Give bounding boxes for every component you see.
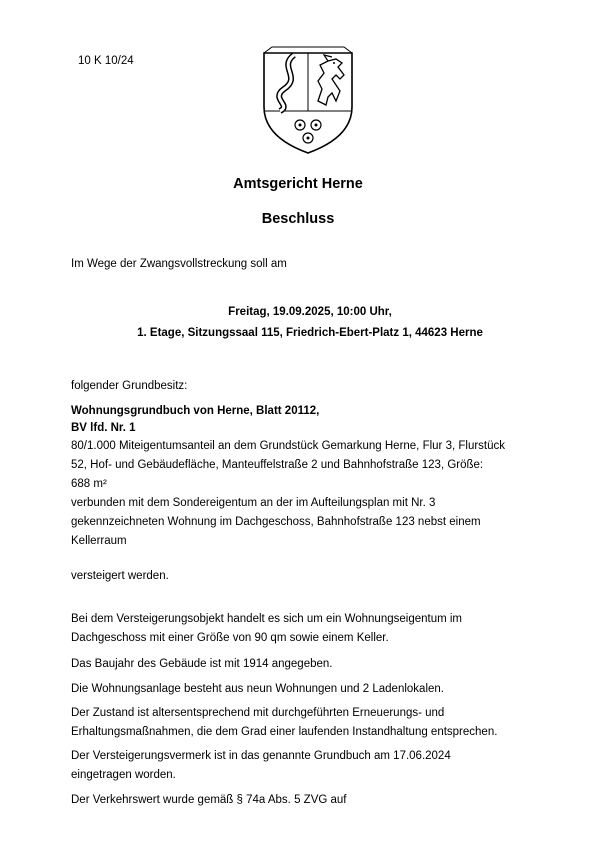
- document-title: Beschluss: [261, 211, 335, 227]
- detail-line: Dachgeschoss mit einer Größe von 90 qm sowie einem Keller.: [71, 632, 389, 644]
- detail-line: Der Zustand ist altersentsprechend mit durchgeführten Erneuerungs- und: [71, 707, 445, 719]
- detail-line: Das Baujahr des Gebäude ist mit 1914 angegeben.: [71, 658, 333, 670]
- file-number: 10 K 10/24: [78, 55, 134, 67]
- appointment-date: Freitag, 19.09.2025, 10:00 Uhr,: [228, 306, 392, 318]
- property-line: 80/1.000 Miteigentumsanteil an dem Grundstück Gemarkung Herne, Flur 3, Flurstück: [71, 440, 506, 452]
- detail-line: eingetragen worden.: [71, 769, 176, 781]
- detail-line: Bei dem Versteigerungsobjekt handelt es sich um ein Wohnungseigentum im: [71, 613, 463, 625]
- property-bv: BV lfd. Nr. 1: [71, 422, 136, 434]
- property-line: verbunden mit dem Sondereigentum an der im Aufteilungsplan mit Nr. 3: [71, 497, 436, 509]
- intro-text: Im Wege der Zwangsvollstreckung soll am: [71, 258, 287, 270]
- detail-paragraph: [71, 610, 551, 648]
- detail-paragraph: [71, 791, 551, 810]
- property-description: [71, 437, 551, 551]
- detail-paragraph: [71, 704, 551, 742]
- court-name: Amtsgericht Herne: [233, 176, 363, 192]
- detail-paragraph: [71, 680, 551, 699]
- property-closing: versteigert werden.: [71, 570, 169, 582]
- detail-line: Die Wohnungsanlage besteht aus neun Wohnungen und 2 Ladenlokalen.: [71, 683, 444, 695]
- detail-line: Der Versteigerungsvermerk ist in das genannte Grundbuch am 17.06.2024: [71, 750, 451, 762]
- property-line: gekennzeichneten Wohnung im Dachgeschoss, Bahnhofstraße 123 nebst einem: [71, 516, 481, 528]
- property-lead: folgender Grundbesitz:: [71, 380, 188, 392]
- detail-paragraph: [71, 655, 551, 674]
- property-register: Wohnungsgrundbuch von Herne, Blatt 20112,: [71, 405, 320, 417]
- detail-line: Erhaltungsmaßnahmen, die dem Grad einer laufenden Instandhaltung entsprechen.: [71, 726, 498, 738]
- detail-paragraph: [71, 747, 551, 785]
- property-line: 52, Hof- und Gebäudefläche, Manteuffelstraße 2 und Bahnhofstraße 123, Größe:: [71, 459, 484, 471]
- coat-of-arms-icon: [258, 45, 358, 157]
- property-line: 688 m²: [71, 478, 107, 490]
- detail-line: Der Verkehrswert wurde gemäß § 74a Abs. 5 ZVG auf: [71, 794, 347, 806]
- appointment-location: 1. Etage, Sitzungssaal 115, Friedrich-Ebert-Platz 1, 44623 Herne: [137, 327, 483, 339]
- property-line: Kellerraum: [71, 535, 127, 547]
